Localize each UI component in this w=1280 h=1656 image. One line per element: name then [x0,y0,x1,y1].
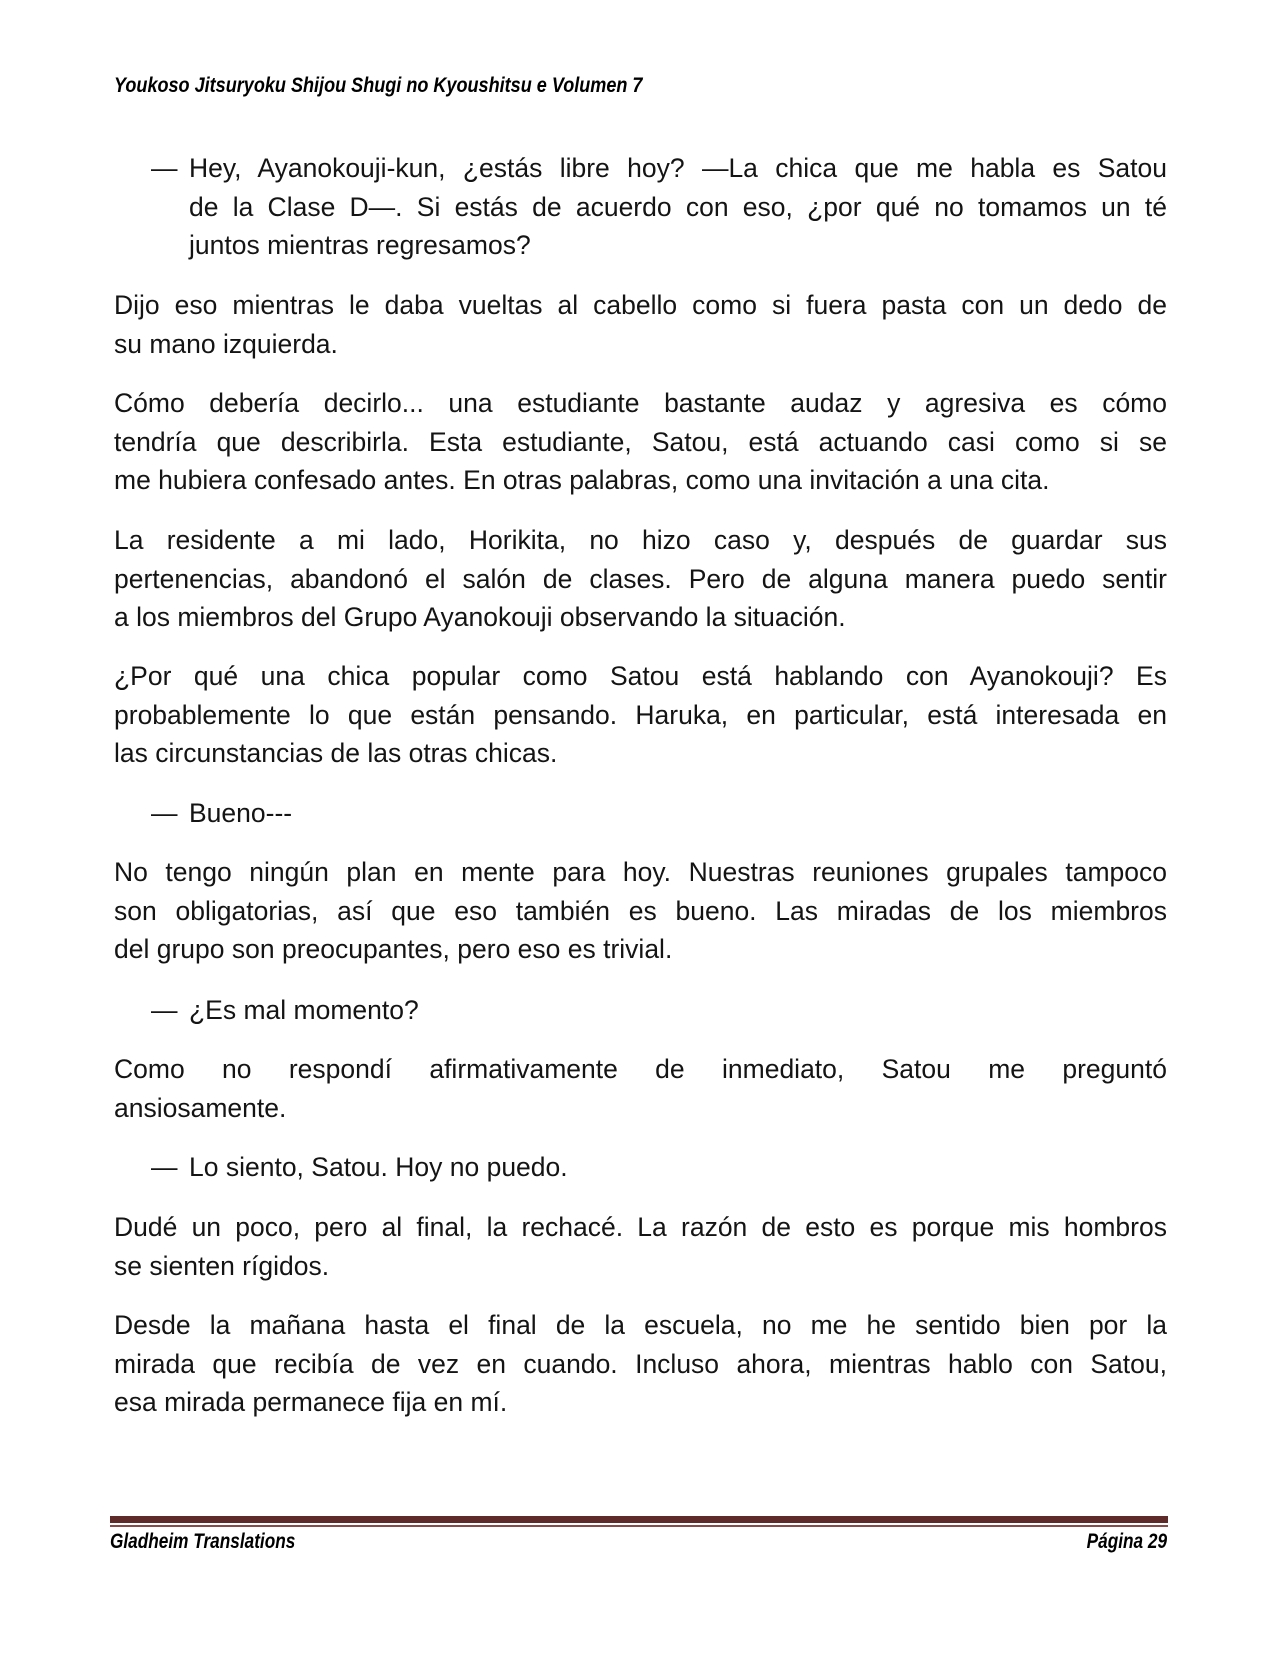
text-line: Dijo eso mientras le daba vueltas al cabello como si fuera pasta con un dedo de [114,290,1167,320]
dialogue-paragraph [151,794,1167,833]
text-line: a los miembros del Grupo Ayanokouji observando la situación. [114,602,846,632]
text-line: del grupo son preocupantes, pero eso es trivial. [114,934,673,964]
dialogue-dash: — [151,1152,178,1182]
narration-paragraph [114,1050,1167,1127]
text-line: de la Clase D—. Si estás de acuerdo con eso, ¿por qué no tomamos un té [189,191,1167,222]
narration-paragraph [114,384,1167,500]
text-line: esa mirada permanece fija en mí. [114,1387,508,1417]
dialogue-dash: — [151,153,178,183]
narration-paragraph [114,1208,1167,1285]
text-line: Como no respondí afirmativamente de inmediato, Satou me preguntó [114,1054,1167,1084]
text-line: No tengo ningún plan en mente para hoy. Nuestras reuniones grupales tampoco [114,857,1167,887]
text-line: se sienten rígidos. [114,1250,330,1281]
text-line: Desde la mañana hasta el final de la escuela, no me he sentido bien por la [114,1310,1167,1340]
text-line: Lo siento, Satou. Hoy no puedo. [189,1152,568,1182]
footer-page-number: Página 29 [1086,1530,1167,1553]
text-line: La residente a mi lado, Horikita, no hizo caso y, después de guardar sus [114,525,1167,555]
footer-publisher: Gladheim Translations [110,1530,296,1553]
text-line: son obligatorias, así que eso también es bueno. Las miradas de los miembros [114,895,1167,926]
dialogue-dash: — [151,798,178,828]
text-line: ansiosamente. [114,1092,287,1123]
text-line: Cómo debería decirlo... una estudiante bastante audaz y agresiva es cómo [114,388,1167,418]
text-line: pertenencias, abandonó el salón de clases. Pero de alguna manera puedo sentir [114,563,1167,594]
text-line: Bueno--- [189,798,293,828]
text-line: su mano izquierda. [114,328,338,359]
text-line: ¿Es mal momento? [189,995,419,1025]
text-line: ¿Por qué una chica popular como Satou está hablando con Ayanokouji? Es [114,661,1167,691]
footer-rule-thin [110,1525,1168,1527]
narration-paragraph [114,521,1167,637]
dialogue-paragraph [151,991,1167,1030]
narration-paragraph [114,657,1167,773]
text-line: tendría que describirla. Esta estudiante, Satou, está actuando casi como si se [114,426,1167,457]
running-header-title: Youkoso Jitsuryoku Shijou Shugi no Kyoushitsu e Volumen 7 [114,74,643,97]
footer-rule [110,1516,1168,1523]
text-line: mirada que recibía de vez en cuando. Incluso ahora, mientras hablo con Satou, [114,1348,1167,1379]
dialogue-paragraph [151,1148,1167,1187]
narration-paragraph [114,853,1167,969]
narration-paragraph [114,1306,1167,1422]
dialogue-paragraph [151,149,1167,265]
text-line: probablemente lo que están pensando. Haruka, en particular, está interesada en [114,699,1167,730]
text-line: me hubiera confesado antes. En otras palabras, como una invitación a una cita. [114,465,1050,495]
text-line: las circunstancias de las otras chicas. [114,738,558,768]
dialogue-dash: — [151,995,178,1025]
text-line: Dudé un poco, pero al final, la rechacé. La razón de esto es porque mis hombros [114,1212,1167,1242]
narration-paragraph [114,286,1167,363]
text-line: juntos mientras regresamos? [189,230,531,260]
text-line: Hey, Ayanokouji-kun, ¿estás libre hoy? —La chica que me habla es Satou [189,153,1167,183]
